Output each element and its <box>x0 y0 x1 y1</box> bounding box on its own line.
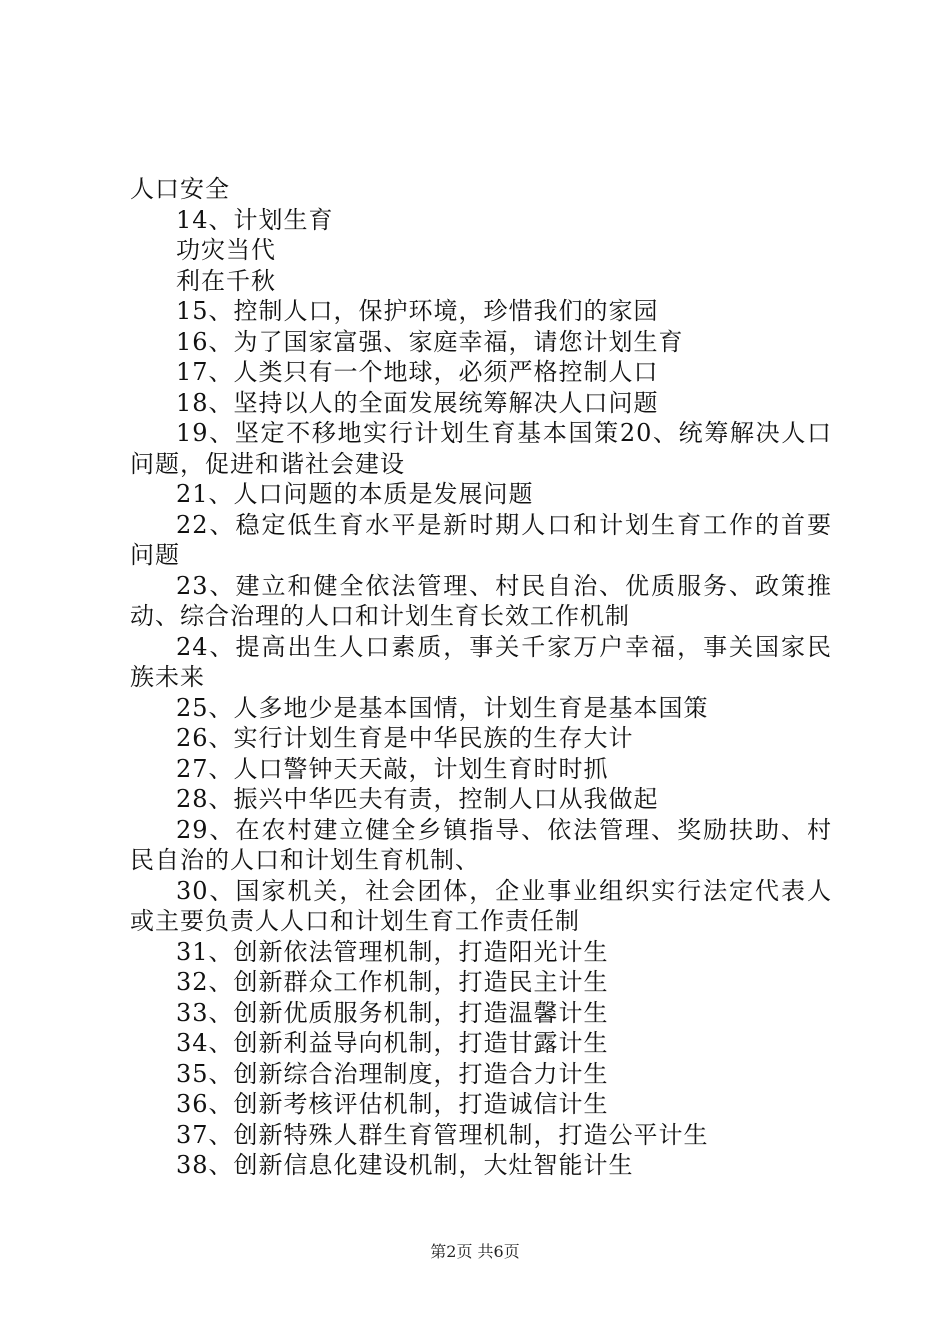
text-line: 32、创新群众工作机制，打造民主计生 <box>176 968 609 996</box>
text-line: 29、在农村建立健全乡镇指导、依法管理、奖励扶助、村 <box>176 815 832 844</box>
text-line: 30、国家机关，社会团体，企业事业组织实行法定代表人 <box>176 876 832 905</box>
text-line: 人口安全 <box>130 175 230 203</box>
text-line: 族未来 <box>130 663 205 691</box>
text-line: 33、创新优质服务机制，打造温馨计生 <box>176 998 609 1027</box>
text-line: 28、振兴中华匹夫有责，控制人口从我做起 <box>176 785 659 813</box>
text-line: 25、人多地少是基本国情，计划生育是基本国策 <box>176 693 709 722</box>
text-line: 民自治的人口和计划生育机制、 <box>130 846 480 874</box>
text-line: 34、创新利益导向机制，打造甘露计生 <box>176 1029 609 1057</box>
text-line: 利在千秋 <box>176 266 276 295</box>
text-line: 36、创新考核评估机制，打造诚信计生 <box>176 1090 609 1118</box>
text-line: 18、坚持以人的全面发展统筹解决人口问题 <box>176 388 659 417</box>
text-line: 动、综合治理的人口和计划生育长效工作机制 <box>130 602 630 630</box>
text-line: 38、创新信息化建设机制，大灶智能计生 <box>176 1151 634 1179</box>
page-number: 第2页 共6页 <box>430 1242 520 1261</box>
text-line: 27、人口警钟天天敲，计划生育时时抓 <box>176 754 609 783</box>
text-line: 22、稳定低生育水平是新时期人口和计划生育工作的首要 <box>176 510 832 539</box>
text-line: 17、人类只有一个地球，必须严格控制人口 <box>176 358 659 386</box>
text-line: 31、创新依法管理机制，打造阳光计生 <box>176 937 609 966</box>
text-line: 26、实行计划生育是中华民族的生存大计 <box>176 724 634 752</box>
text-line: 功灾当代 <box>176 236 276 264</box>
document-body <box>130 174 832 1181</box>
text-line: 23、建立和健全依法管理、村民自治、优质服务、政策推 <box>176 571 832 600</box>
text-line: 或主要负责人人口和计划生育工作责任制 <box>130 907 580 935</box>
text-line: 15、控制人口，保护环境，珍惜我们的家园 <box>176 297 659 325</box>
text-line: 14、计划生育 <box>176 205 334 234</box>
text-line: 24、提高出生人口素质，事关千家万户幸福，事关国家民 <box>176 632 832 661</box>
text-line: 19、坚定不移地实行计划生育基本国策20、统筹解决人口 <box>176 419 832 447</box>
text-line: 问题 <box>130 541 180 569</box>
text-line: 16、为了国家富强、家庭幸福，请您计划生育 <box>176 327 684 356</box>
text-line: 问题，促进和谐社会建设 <box>130 449 405 478</box>
text-line: 37、创新特殊人群生育管理机制，打造公平计生 <box>176 1120 709 1149</box>
text-line: 21、人口问题的本质是发展问题 <box>176 480 534 508</box>
text-line: 35、创新综合治理制度，打造合力计生 <box>176 1059 609 1088</box>
